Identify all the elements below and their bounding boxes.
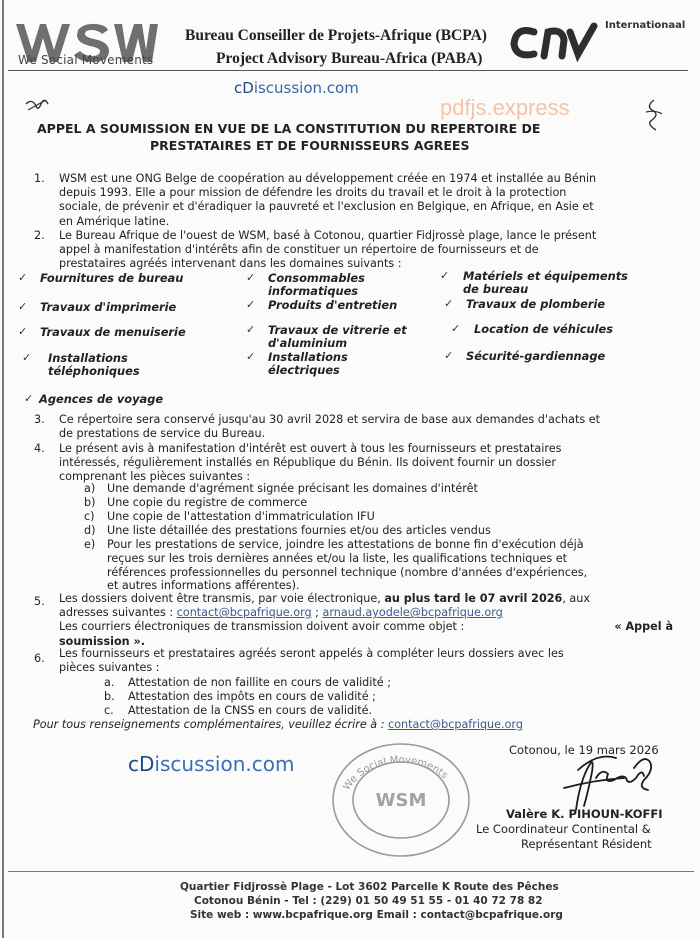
list-item: Une demande d'agrément signée précisant les domaines d'intérêt [107,482,478,495]
domain-line: informatiques [268,284,359,298]
domain-item: Fournitures de bureau [40,271,184,285]
domain-line: Matériels et équipements [463,269,628,283]
footer-divider [8,871,694,872]
paragraph-6-line: pièces suivantes : [59,661,160,675]
handwritten-mark [24,96,50,114]
check-icon: ✓ [246,271,256,284]
check-icon: ✓ [22,351,32,364]
check-icon: ✓ [444,349,454,362]
paragraph-4 [59,442,673,485]
list-item-line: et autres informations afférentes). [107,579,300,593]
domain-item [268,272,365,298]
list-letter: b. [104,690,115,703]
text-run: Les dossiers doivent être transmis, par voie électronique, [59,592,385,605]
domain-item [268,324,407,350]
list-item: Une copie de l'attestation d'immatriculation IFU [107,510,375,523]
watermark-cd: cD [234,79,254,97]
watermark-pdfjs: pdfjs.express [440,95,570,120]
signer-role: Le Coordinateur Continental & [476,822,651,836]
paragraph-5-line [59,606,673,620]
text-run: Les courriers électroniques de transmission doivent avoir comme objet : [59,620,465,634]
footer-web: Site web : www.bcpafrique.org Email : contact@bcpafrique.org [190,909,563,921]
svg-text:We Social Movements [341,755,449,793]
paragraph-3-line: de prestations de service du Bureau. [59,427,266,441]
footer-phone: Cotonou Bénin - Tel : (229) 01 50 49 51 55 - 01 40 72 78 82 [194,895,543,907]
domain-item: Sécurité-gardiennage [466,349,606,363]
item-number: 1. [34,172,45,185]
check-icon: ✓ [18,300,28,313]
watermark-cdiscussion-bottom [128,752,294,776]
check-icon: ✓ [451,322,461,335]
email-link[interactable]: contact@bcpafrique.org [388,718,523,731]
list-item: Attestation des impôts en cours de validité ; [128,690,376,703]
domain-item: Travaux d'imprimerie [40,300,177,314]
check-icon: ✓ [18,271,28,284]
subject-line: soumission ». [59,634,145,648]
wsm-tagline: We Social Movements [18,53,154,67]
cnv-label: Internationaal [605,20,686,31]
footer-address: Quartier Fidjrossè Plage - Lot 3602 Parcelle K Route des Pêches [180,881,559,893]
check-icon: ✓ [246,298,256,311]
deadline: au plus tard le 07 avril 2026 [384,592,563,605]
list-item: Une liste détaillée des prestations fournies et/ou des articles vendus [107,524,491,537]
paragraph-4-line: comprenant les pièces suivantes : [59,470,251,484]
check-icon: ✓ [440,269,450,282]
stamp-text: We Social Movements [341,754,450,793]
item-number: 5. [34,595,45,608]
subject-line: « Appel à [614,620,673,634]
item-number: 4. [34,442,45,455]
paragraph-6 [59,647,673,675]
list-letter: a. [104,676,115,689]
list-item-line: références professionnelles du personnel technique (nombre d'années d'expériences, [107,565,588,579]
domain-item: Travaux de menuiserie [40,325,186,339]
domain-line: de bureau [463,282,529,296]
domain-line: téléphoniques [48,364,140,378]
domain-item [48,352,140,378]
text-run: Pour tous renseignements complémentaires, veuillez écrire à : [33,718,389,731]
cnv-logo [508,22,600,62]
paragraph-5-line [59,620,673,634]
paragraph-2-line: appel à manifestation d'intérêts afin de constituer un répertoire de fournisseurs et de [59,243,539,257]
org-name-fr: Bureau Conseiller de Projets-Afrique (BCPA) [185,27,487,44]
email-link[interactable]: arnaud.ayodele@bcpafrique.org [322,606,503,620]
list-item-line: reçues sur les trois dernières années et/ou la liste, les qualifications techniques et [107,551,567,565]
signer-role: Représentant Résident [521,837,652,851]
signing-date: Cotonou, le 19 mars 2026 [509,743,659,757]
item-number: 3. [34,413,45,426]
domain-line: électriques [268,363,340,377]
contact-info [33,718,523,732]
text-run: adresses suivantes : [59,606,177,620]
stamp-center: WSM [375,790,427,811]
paragraph-2 [59,229,671,272]
text-run: ; [311,606,323,620]
check-icon: ✓ [444,297,454,310]
list-item: Une copie du registre de commerce [107,496,308,509]
item-number: 2. [34,229,45,242]
email-link[interactable]: contact@bcpafrique.org [176,606,312,620]
paragraph-3 [59,413,673,441]
list-item [107,538,673,593]
paragraph-4-line: Le présent avis à manifestation d'intérêt est ouvert à tous les fournisseurs et prestataires [59,442,562,455]
check-icon: ✓ [18,325,28,338]
domain-line: Consommables [268,271,365,285]
domain-item: Location de véhicules [474,322,614,336]
initials-mark [642,98,664,132]
domain-line: Installations [268,350,348,364]
list-letter: a) [84,482,96,495]
list-letter: c) [84,510,95,523]
org-name-en: Project Advisory Bureau-Africa (PABA) [216,50,483,67]
domain-line: Travaux de vitrerie et [268,323,407,337]
domain-item: Agences de voyage [39,392,164,406]
notice-title-line2: PRESTATAIRES ET DE FOURNISSEURS AGREES [150,138,470,153]
paragraph-1-line: en Amérique latine. [59,214,170,228]
header-divider [8,70,688,71]
page-edge [2,0,4,938]
watermark-cdiscussion-top [234,79,359,97]
notice-title-line1: APPEL A SOUMISSION EN VUE DE LA CONSTITUTION DU REPERTOIRE DE [37,121,541,136]
paragraph-1-line: sociale, de prévenir et d'éradiquer la pauvreté et l'exclusion en Belgique, en Afrique, en Asie et [59,200,594,214]
paragraph-4-line: intéressés, régulièrement installés en République du Bénin. Ils doivent fournir un dossier [59,456,556,470]
item-number: 6. [34,652,45,665]
paragraph-6-line: Les fournisseurs et prestataires agréés seront appelés à compléter leurs dossiers avec les [59,647,564,660]
domain-line: d'aluminium [268,336,348,350]
signer-name: Valère K. PIHOUN-KOFFI [506,807,663,821]
watermark-rest: iscussion.com [154,752,295,776]
paragraph-5 [59,592,673,649]
paragraph-5-line [59,592,673,606]
domain-item: Travaux de plomberie [466,297,606,311]
paragraph-1-line: depuis 1993. Elle a pour mission de défendre les droits du travail et le droit à la protection [59,186,567,200]
domain-item: Produits d'entretien [268,298,398,312]
check-icon: ✓ [24,392,34,405]
paragraph-2-line: Le Bureau Afrique de l'ouest de WSM, basé à Cotonou, quartier Fidjrossè plage, lance le présent [59,229,597,242]
text-run: , aux [562,592,590,605]
watermark-rest: iscussion.com [253,79,359,97]
domain-item [268,351,348,377]
watermark-cd: cD [128,752,155,776]
check-icon: ✓ [246,350,256,363]
list-letter: e) [84,538,96,551]
list-item: Attestation de non faillite en cours de validité ; [128,676,391,689]
list-item: Attestation de la CNSS en cours de validité. [128,704,373,717]
list-letter: c. [104,704,114,717]
domain-item [463,270,628,296]
list-letter: b) [84,496,96,509]
domain-line: Installations [48,351,128,365]
paragraph-2-line: prestataires agréés intervenant dans les domaines suivants : [59,257,402,271]
list-item-line: Pour les prestations de service, joindre les attestations de bonne fin d'exécution déjà [107,538,584,551]
paragraph-1 [59,172,671,229]
list-letter: d) [84,524,96,537]
paragraph-3-line: Ce répertoire sera conservé jusqu'au 30 avril 2028 et servira de base aux demandes d'achats et [59,413,600,426]
organization-stamp [326,740,476,860]
check-icon: ✓ [246,323,256,336]
paragraph-1-line: WSM est une ONG Belge de coopération au développement créée en 1974 et installée au Bénin [59,172,597,185]
